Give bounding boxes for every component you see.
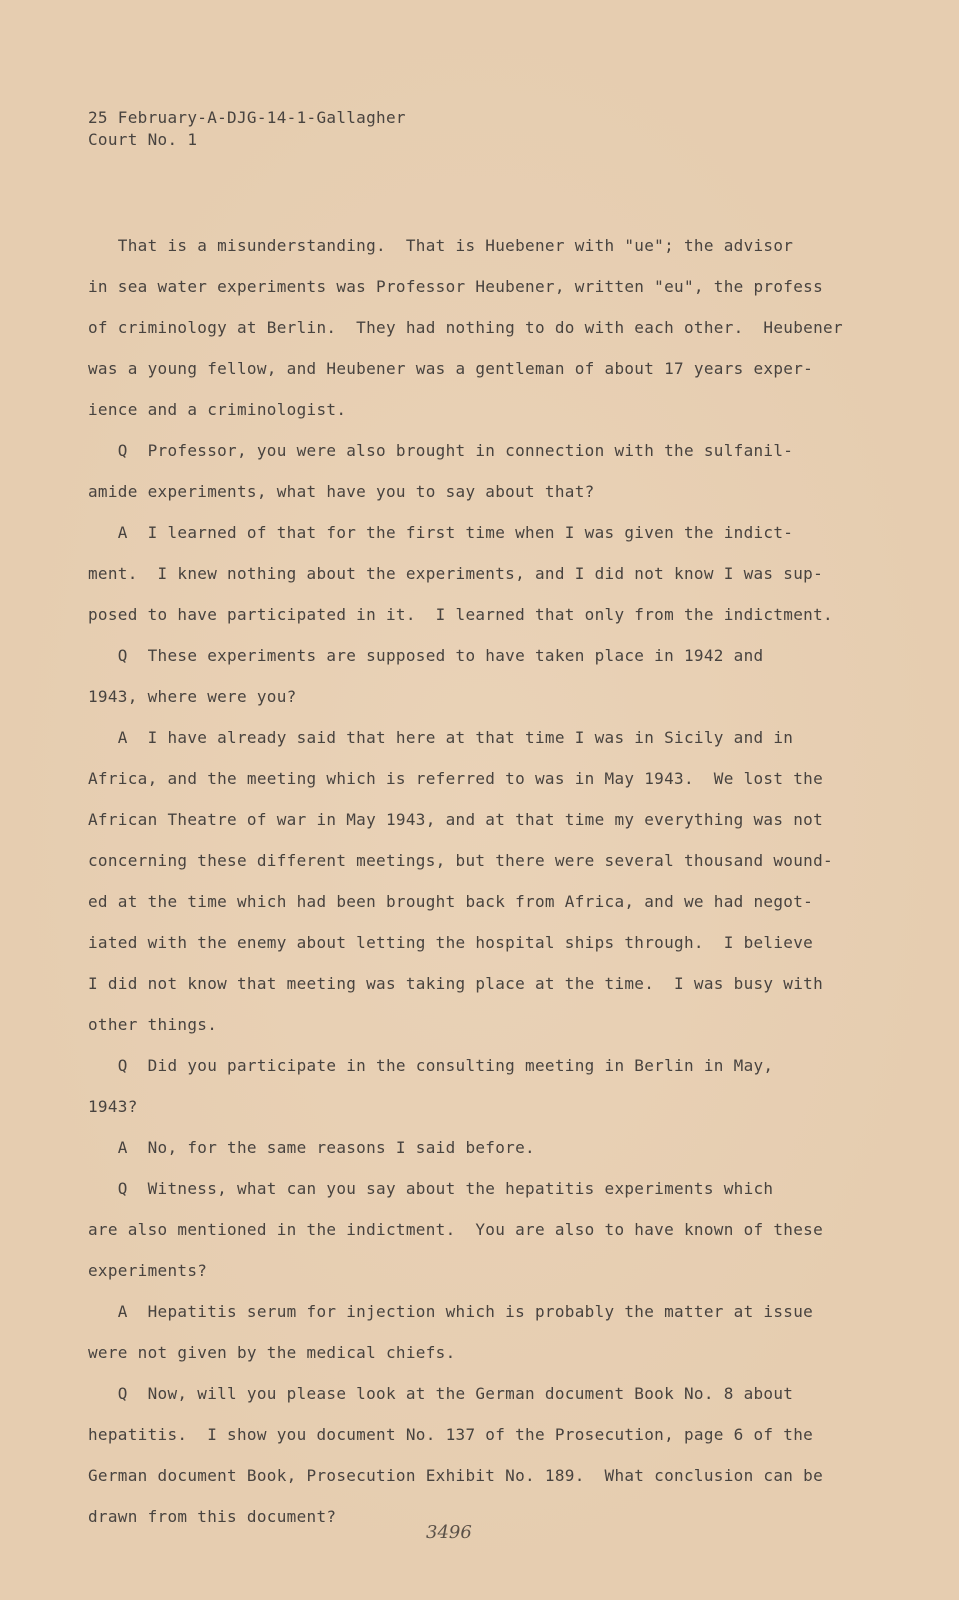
transcript-line: concerning these different meetings, but there were several thousand wound- <box>88 851 833 870</box>
transcript-line: Africa, and the meeting which is referred to was in May 1943. We lost the <box>88 769 824 788</box>
transcript-line: ience and a criminologist. <box>88 400 347 419</box>
transcript-line: ed at the time which had been brought back from Africa, and we had negot- <box>88 892 814 911</box>
document-header <box>88 107 406 151</box>
header-court-line: Court No. 1 <box>88 130 198 149</box>
transcript-line: Q Professor, you were also brought in connection with the sulfanil- <box>88 441 794 460</box>
transcript-line: hepatitis. I show you document No. 137 of the Prosecution, page 6 of the <box>88 1425 814 1444</box>
transcript-line: was a young fellow, and Heubener was a gentleman of about 17 years exper- <box>88 359 814 378</box>
transcript-line: I did not know that meeting was taking place at the time. I was busy with <box>88 974 824 993</box>
page-number: 3496 <box>426 1522 472 1543</box>
transcript-line: amide experiments, what have you to say about that? <box>88 482 595 501</box>
transcript-line: were not given by the medical chiefs. <box>88 1343 456 1362</box>
transcript-line: ment. I knew nothing about the experiments, and I did not know I was sup- <box>88 564 824 583</box>
transcript-line: That is a misunderstanding. That is Huebener with "ue"; the advisor <box>88 236 794 255</box>
transcript-line: Q Now, will you please look at the German document Book No. 8 about <box>88 1384 794 1403</box>
transcript-line: posed to have participated in it. I learned that only from the indictment. <box>88 605 833 624</box>
transcript-line: A I learned of that for the first time when I was given the indict- <box>88 523 794 542</box>
transcript-line: drawn from this document? <box>88 1507 337 1526</box>
transcript-line: of criminology at Berlin. They had nothing to do with each other. Heubener <box>88 318 843 337</box>
transcript-line: Q Witness, what can you say about the hepatitis experiments which <box>88 1179 774 1198</box>
transcript-line: Q Did you participate in the consulting meeting in Berlin in May, <box>88 1056 774 1075</box>
header-session-line: 25 February-A-DJG-14-1-Gallagher <box>88 108 406 127</box>
transcript-line: A I have already said that here at that time I was in Sicily and in <box>88 728 794 747</box>
transcript-line: other things. <box>88 1015 218 1034</box>
transcript-body <box>88 225 888 1537</box>
transcript-line: experiments? <box>88 1261 208 1280</box>
transcript-line: Q These experiments are supposed to have taken place in 1942 and <box>88 646 764 665</box>
transcript-line: A No, for the same reasons I said before. <box>88 1138 535 1157</box>
transcript-line: iated with the enemy about letting the hospital ships through. I believe <box>88 933 814 952</box>
transcript-line: A Hepatitis serum for injection which is probably the matter at issue <box>88 1302 814 1321</box>
transcript-line: African Theatre of war in May 1943, and at that time my everything was not <box>88 810 824 829</box>
transcript-line: in sea water experiments was Professor Heubener, written "eu", the profess <box>88 277 824 296</box>
transcript-line: German document Book, Prosecution Exhibit No. 189. What conclusion can be <box>88 1466 824 1485</box>
transcript-line: 1943, where were you? <box>88 687 297 706</box>
transcript-line: 1943? <box>88 1097 138 1116</box>
transcript-line: are also mentioned in the indictment. You are also to have known of these <box>88 1220 824 1239</box>
